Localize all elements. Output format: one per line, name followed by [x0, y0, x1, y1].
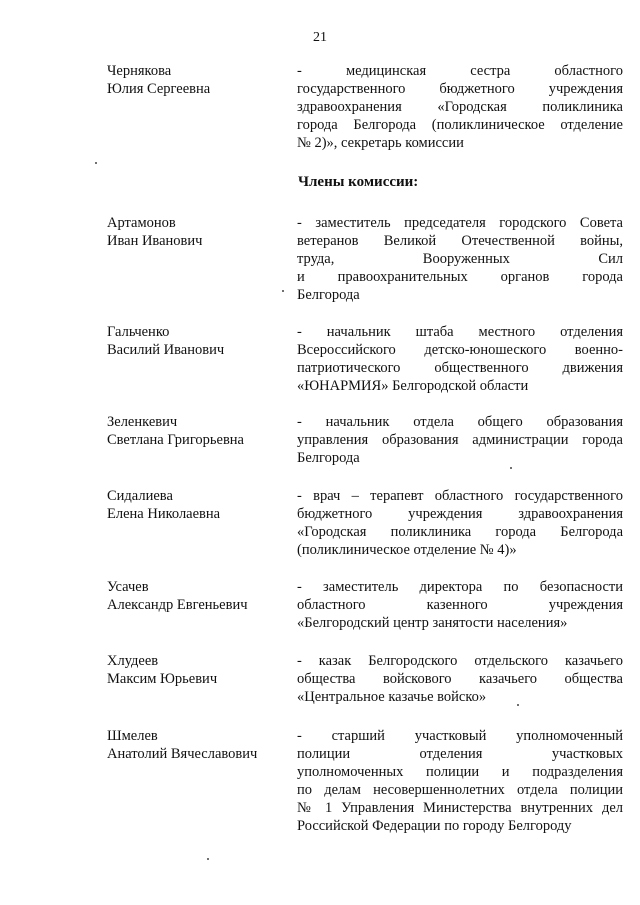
role-line: Всероссийского детско-юношеского военно-: [297, 342, 623, 358]
role-line: - начальник отдела общего образования: [297, 414, 623, 430]
section-heading: Члены комиссии:: [298, 174, 419, 190]
role-line: «Городская поликлиника города Белгорода: [297, 524, 623, 540]
role-line: и правоохранительных органов города: [297, 269, 623, 285]
role-line: № 1 Управления Министерства внутренних дел: [297, 800, 623, 816]
role-line: полиции отделения участковых: [297, 746, 623, 762]
role-line: бюджетного учреждения здравоохранения: [297, 506, 623, 522]
role-line: - начальник штаба местного отделения: [297, 324, 623, 340]
scan-speck: [282, 290, 284, 292]
surname: Усачев: [107, 579, 149, 595]
member-role: [297, 487, 623, 559]
member-role: [297, 413, 623, 467]
given-names: Елена Николаевна: [107, 506, 221, 522]
scan-speck: [95, 162, 97, 164]
role-line: здравоохранения «Городская поликлиника: [297, 99, 623, 115]
surname: Чернякова: [107, 63, 172, 79]
given-names: Юлия Сергеевна: [107, 81, 211, 97]
scan-speck: [207, 858, 209, 860]
role-line: - старший участковый уполномоченный: [297, 728, 623, 744]
surname: Артамонов: [107, 215, 176, 231]
role-line: Белгорода: [297, 287, 360, 303]
role-line: - заместитель председателя городского Совета: [297, 215, 623, 231]
member-name: [107, 727, 282, 763]
member-name: [107, 578, 282, 614]
given-names: Александр Евгеньевич: [107, 597, 248, 613]
surname: Гальченко: [107, 324, 170, 340]
member-role: [297, 323, 623, 395]
member-name: [107, 214, 282, 250]
role-line: «ЮНАРМИЯ» Белгородской области: [297, 378, 529, 394]
role-line: - медицинская сестра областного: [297, 63, 623, 79]
member-name: [107, 652, 282, 688]
scan-speck: [517, 704, 519, 706]
role-line: уполномоченных полиции и подразделения: [297, 764, 623, 780]
member-role: [297, 652, 623, 706]
surname: Хлудеев: [107, 653, 159, 669]
role-line: областного казенного учреждения: [297, 597, 623, 613]
role-line: № 2)», секретарь комиссии: [297, 135, 464, 151]
given-names: Максим Юрьевич: [107, 671, 218, 687]
member-role: [297, 578, 623, 632]
role-line: (поликлиническое отделение № 4)»: [297, 542, 517, 558]
surname: Сидалиева: [107, 488, 173, 504]
role-line: «Белгородский центр занятости населения»: [297, 615, 568, 631]
role-line: - врач – терапевт областного государственного: [297, 488, 623, 504]
role-line: - заместитель директора по безопасности: [297, 579, 623, 595]
role-line: «Центральное казачье войско»: [297, 689, 487, 705]
member-role: [297, 727, 623, 835]
given-names: Анатолий Вячеславович: [107, 746, 258, 762]
role-line: Белгорода: [297, 450, 360, 466]
member-role: [297, 214, 623, 304]
scan-speck: [510, 467, 512, 469]
member-name: [107, 487, 282, 523]
surname: Шмелев: [107, 728, 158, 744]
role-line: города Белгорода (поликлиническое отделение: [297, 117, 623, 133]
role-line: патриотического общественного движения: [297, 360, 623, 376]
role-line: государственного бюджетного учреждения: [297, 81, 623, 97]
given-names: Василий Иванович: [107, 342, 225, 358]
role-line: - казак Белгородского отдельского казачьего: [297, 653, 623, 669]
role-line: по делам несовершеннолетних отдела полиции: [297, 782, 623, 798]
member-name: [107, 62, 282, 98]
member-name: [107, 413, 282, 449]
role-line: управления образования администрации города: [297, 432, 623, 448]
role-line: Российской Федерации по городу Белгороду: [297, 818, 572, 834]
member-name: [107, 323, 282, 359]
role-line: общества войскового казачьего общества: [297, 671, 623, 687]
surname: Зеленкевич: [107, 414, 178, 430]
given-names: Иван Иванович: [107, 233, 203, 249]
given-names: Светлана Григорьевна: [107, 432, 244, 448]
role-line: труда, Вооруженных Сил: [297, 251, 623, 267]
page-number: 21: [313, 30, 327, 45]
role-line: ветеранов Великой Отечественной войны,: [297, 233, 623, 249]
member-role: [297, 62, 623, 152]
